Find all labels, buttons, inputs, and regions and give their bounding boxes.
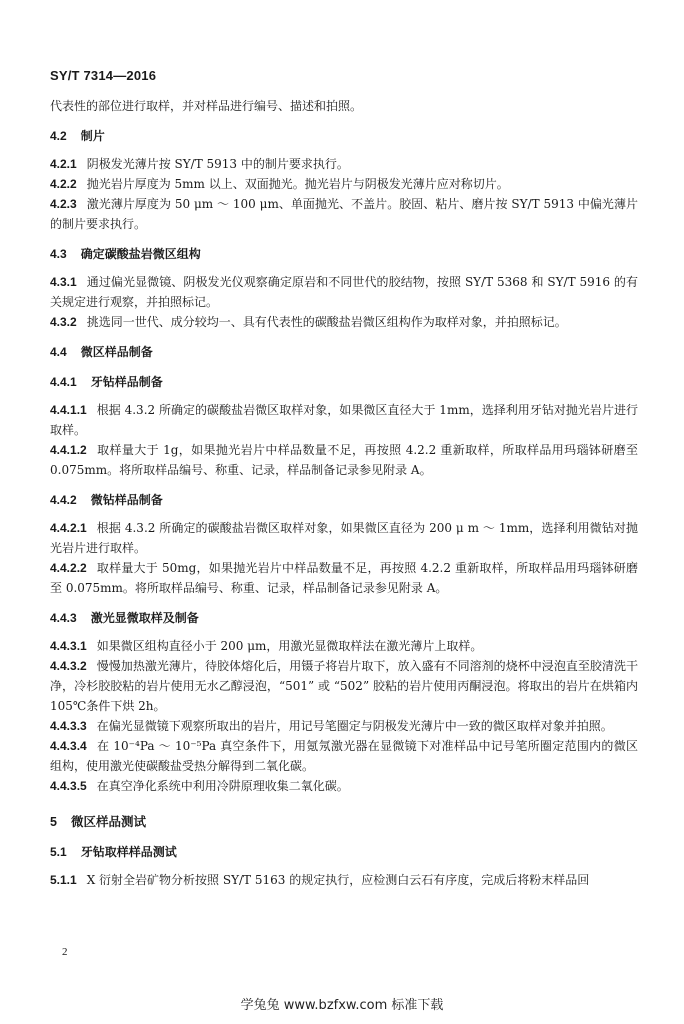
clause-number: 4.4.3.1 [50, 639, 87, 653]
section-heading [50, 126, 638, 146]
clause-text: 取样量大于 50mg，如果抛光岩片中样品数量不足，再按照 4.2.2 重新取样，所取样品用玛瑙钵研磨至 0.075mm。将所取样品编号、称重、记录，样品制备记录参见附录 A。 [50, 561, 638, 595]
clause-number: 4.4.1.1 [50, 403, 87, 417]
clause [50, 518, 638, 558]
subsection-heading [50, 608, 638, 628]
clause-number: 4.2.1 [50, 157, 77, 171]
clause-number: 4.4.3.4 [50, 739, 87, 753]
clause-text: 在 10⁻⁴Pa ～ 10⁻⁵Pa 真空条件下，用氪氖激光器在显微镜下对准样品中记号笔所圈定范围内的微区组构，使用激光使碳酸盐受热分解得到二氧化碳。 [50, 739, 638, 773]
clause [50, 870, 638, 890]
clause [50, 400, 638, 440]
clause [50, 716, 638, 736]
page-number: 2 [62, 946, 68, 958]
clause [50, 154, 638, 174]
clause-text: X 衍射全岩矿物分析按照 SY/T 5163 的规定执行，应检测白云石有序度，完成后将粉末样品回 [86, 873, 590, 887]
subsection-heading [50, 372, 638, 392]
subsection-number: 4.4.1 [50, 375, 77, 389]
subsection-title: 牙钻样品制备 [90, 375, 163, 389]
clause-number: 4.4.3.2 [50, 659, 87, 673]
clause [50, 636, 638, 656]
clause-text: 通过偏光显微镜、阴极发光仪观察确定原岩和不同世代的胶结物，按照 SY/T 5368 和 SY/T 5916 的有关规定进行观察，并拍照标记。 [50, 275, 638, 309]
standard-code-header: SY/T 7314—2016 [50, 68, 157, 83]
clause-text: 抛光岩片厚度为 5mm 以上、双面抛光。抛光岩片与阴极发光薄片应对称切片。 [86, 177, 509, 191]
paragraph [50, 96, 638, 116]
section-number: 4.2 [50, 129, 67, 143]
clause-number: 4.4.2.2 [50, 561, 87, 575]
clause [50, 194, 638, 234]
subsection-number: 4.4.3 [50, 611, 77, 625]
clause-text: 如果微区组构直径小于 200 μm，用激光显微取样法在激光薄片上取样。 [96, 639, 483, 653]
chapter-heading [50, 812, 638, 832]
clause-text: 在真空净化系统中利用冷阱原理收集二氧化碳。 [96, 779, 349, 793]
clause [50, 558, 638, 598]
document-body [50, 96, 638, 890]
clause-number: 4.2.2 [50, 177, 77, 191]
clause [50, 736, 638, 776]
clause-text: 挑选同一世代、成分较均一、具有代表性的碳酸盐岩微区组构作为取样对象，并拍照标记。 [86, 315, 567, 329]
clause-text: 根据 4.3.2 所确定的碳酸盐岩微区取样对象，如果微区直径大于 1mm，选择利用牙钻对抛光岩片进行取样。 [50, 403, 638, 437]
clause-text: 慢慢加热激光薄片，待胶体熔化后，用镊子将岩片取下，放入盛有不同溶剂的烧杯中浸泡直至胶清洗干净，冷杉胶胶粘的岩片使用无水乙醇浸泡，“501” 或 “502” 胶粘的岩片使用丙酮浸泡。将取出的岩片在烘箱内 105℃条件下烘 2h。 [50, 659, 638, 713]
clause-text: 取样量大于 1g，如果抛光岩片中样品数量不足，再按照 4.2.2 重新取样，所取样品用玛瑙钵研磨至 0.075mm。将所取样品编号、称重、记录，样品制备记录参见附录 A。 [50, 443, 638, 477]
section-heading [50, 244, 638, 264]
clause [50, 174, 638, 194]
subsection-title: 激光显微取样及制备 [90, 611, 199, 625]
clause-number: 4.4.2.1 [50, 521, 87, 535]
clause-text: 根据 4.3.2 所确定的碳酸盐岩微区取样对象，如果微区直径为 200 μ m ～ 1mm，选择利用微钻对抛光岩片进行取样。 [50, 521, 638, 555]
section-heading [50, 342, 638, 362]
clause-number: 5.1.1 [50, 873, 77, 887]
clause-number: 4.4.3.3 [50, 719, 87, 733]
clause-text: 激光薄片厚度为 50 μm ～ 100 μm、单面抛光、不盖片。胶固、粘片、磨片按 SY/T 5913 中偏光薄片的制片要求执行。 [50, 197, 638, 231]
section-title: 确定碳酸盐岩微区组构 [80, 247, 201, 261]
paragraph-text: 代表性的部位进行取样，并对样品进行编号、描述和拍照。 [50, 99, 363, 113]
section-number: 4.3 [50, 247, 67, 261]
clause [50, 440, 638, 480]
clause-number: 4.4.1.2 [50, 443, 87, 457]
section-number: 5.1 [50, 845, 67, 859]
clause-number: 4.4.3.5 [50, 779, 87, 793]
section-number: 4.4 [50, 345, 67, 359]
section-title: 牙钻取样样品测试 [80, 845, 177, 859]
section-title: 制片 [80, 129, 105, 143]
clause-number: 4.3.1 [50, 275, 77, 289]
clause-number: 4.2.3 [50, 197, 77, 211]
chapter-number: 5 [50, 815, 57, 829]
clause [50, 776, 638, 796]
subsection-title: 微钻样品制备 [90, 493, 163, 507]
subsection-heading [50, 490, 638, 510]
clause [50, 656, 638, 716]
clause-text: 阴极发光薄片按 SY/T 5913 中的制片要求执行。 [86, 157, 349, 171]
clause [50, 312, 638, 332]
footer-watermark: 学兔兔 www.bzfxw.com 标准下载 [240, 998, 444, 1013]
clause-text: 在偏光显微镜下观察所取出的岩片，用记号笔圈定与阴极发光薄片中一致的微区取样对象并拍照。 [96, 719, 613, 733]
section-title: 微区样品制备 [80, 345, 153, 359]
subsection-number: 4.4.2 [50, 493, 77, 507]
section-heading [50, 842, 638, 862]
clause-number: 4.3.2 [50, 315, 77, 329]
clause [50, 272, 638, 312]
chapter-title: 微区样品测试 [70, 814, 146, 829]
